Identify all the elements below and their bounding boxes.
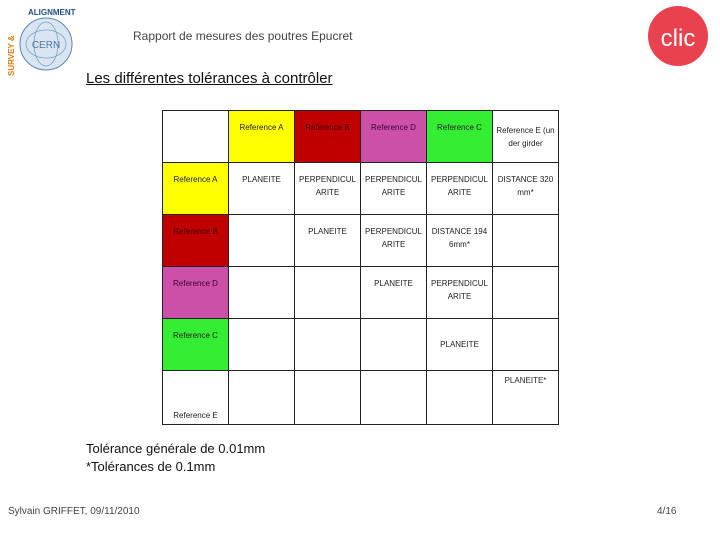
asterisk-tolerance-note: *Tolérances de 0.1mm bbox=[86, 459, 216, 474]
svg-text:ALIGNMENT: ALIGNMENT bbox=[28, 8, 76, 17]
svg-text:SURVEY &: SURVEY & bbox=[7, 35, 16, 76]
table-row bbox=[163, 215, 559, 267]
table-cell bbox=[295, 371, 361, 425]
table-cell: PERPENDICULARITE bbox=[427, 267, 493, 319]
table-cell bbox=[493, 215, 559, 267]
table-cell bbox=[229, 371, 295, 425]
table-cell: PERPENDICULARITE bbox=[427, 163, 493, 215]
column-header-reference-a: Reference A bbox=[229, 111, 295, 163]
table-cell: PLANEITE bbox=[295, 215, 361, 267]
table-cell bbox=[427, 371, 493, 425]
header-title: Rapport de mesures des poutres Epucret bbox=[133, 29, 353, 43]
table-cell: PLANEITE bbox=[427, 319, 493, 371]
row-header-reference-a: Reference A bbox=[163, 163, 229, 215]
table-cell bbox=[361, 371, 427, 425]
table-cell bbox=[229, 267, 295, 319]
tolerance-notes bbox=[86, 440, 265, 476]
row-header-reference-b: Reference B bbox=[163, 215, 229, 267]
table-cell-corner bbox=[163, 111, 229, 163]
column-header-reference-e: Reference E (under girder bbox=[493, 111, 559, 163]
table-cell bbox=[295, 267, 361, 319]
row-header-reference-e: Reference E bbox=[163, 371, 229, 425]
table-cell bbox=[229, 215, 295, 267]
footer-author-date: Sylvain GRIFFET, 09/11/2010 bbox=[8, 506, 140, 517]
page-number: 4/16 bbox=[657, 506, 677, 517]
column-header-reference-d: Reference D bbox=[361, 111, 427, 163]
general-tolerance-note: Tolérance générale de 0.01mm bbox=[86, 441, 266, 456]
table-cell: PERPENDICULARITE bbox=[361, 163, 427, 215]
table-cell bbox=[493, 267, 559, 319]
section-heading: Les différentes tolérances à contrôler bbox=[86, 70, 333, 87]
tolerance-matrix bbox=[162, 110, 559, 425]
table-cell bbox=[493, 319, 559, 371]
table-cell: PLANEITE* bbox=[493, 371, 559, 425]
table-cell: PLANEITE bbox=[229, 163, 295, 215]
table-cell: DISTANCE 320mm* bbox=[493, 163, 559, 215]
row-header-reference-c: Reference C bbox=[163, 319, 229, 371]
table-cell: PERPENDICULARITE bbox=[361, 215, 427, 267]
svg-text:CERN: CERN bbox=[31, 40, 61, 51]
clic-logo bbox=[640, 4, 716, 68]
table-row bbox=[163, 267, 559, 319]
table-cell: PERPENDICULARITE bbox=[295, 163, 361, 215]
column-header-reference-c: Reference C bbox=[427, 111, 493, 163]
table-cell: DISTANCE 1946mm* bbox=[427, 215, 493, 267]
table-row bbox=[163, 371, 559, 425]
table-cell bbox=[295, 319, 361, 371]
table-cell: PLANEITE bbox=[361, 267, 427, 319]
table-row bbox=[163, 111, 559, 163]
table-row bbox=[163, 319, 559, 371]
table-row bbox=[163, 163, 559, 215]
table-cell bbox=[361, 319, 427, 371]
row-header-reference-d: Reference D bbox=[163, 267, 229, 319]
survey-alignment-cern-logo bbox=[4, 4, 80, 80]
svg-text:clic: clic bbox=[660, 25, 696, 52]
column-header-reference-b: Reference B bbox=[295, 111, 361, 163]
table-cell bbox=[229, 319, 295, 371]
